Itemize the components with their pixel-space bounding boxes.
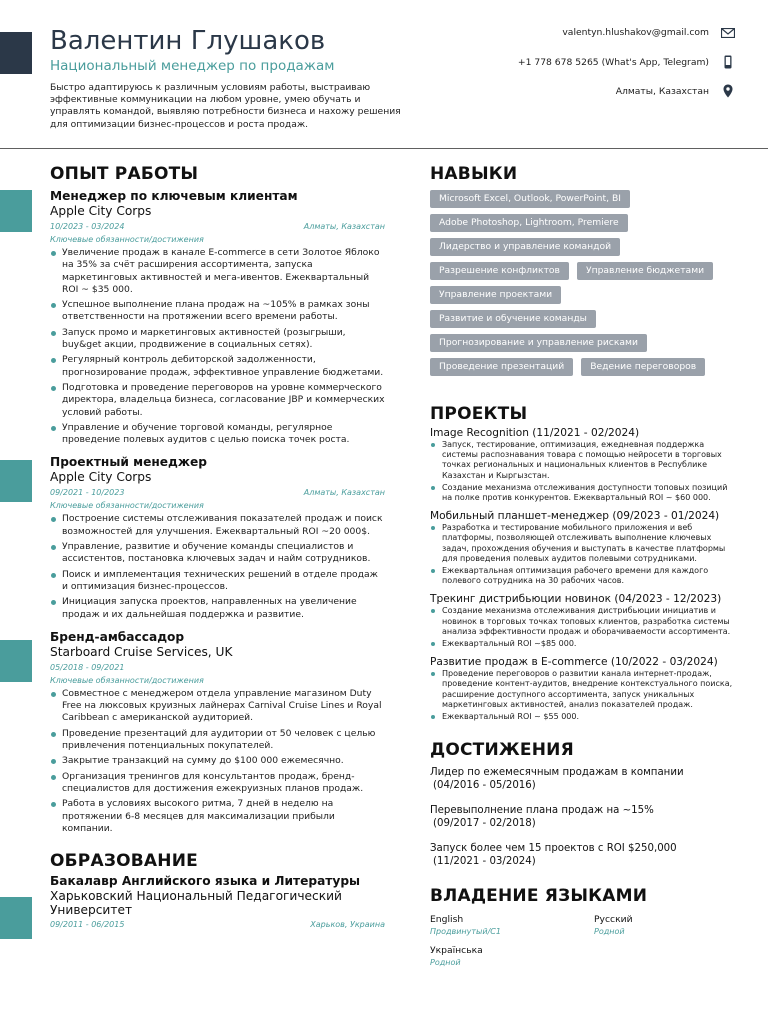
- language-name: English: [430, 914, 464, 926]
- header-accent-block: [0, 32, 32, 74]
- contact-location-text: Алматы, Казахстан: [615, 85, 709, 97]
- achievement-item: [430, 766, 740, 792]
- education-entry: [50, 873, 385, 930]
- achievement-text: Запуск более чем 15 проектов с ROI $250,000: [430, 843, 677, 855]
- contact-phone-text[interactable]: +1 778 678 5265 (What's App, Telegram): [517, 56, 709, 68]
- resume-title: Национальный менеджер по продажам: [50, 58, 335, 74]
- job-bullets: [50, 688, 385, 835]
- project-title: Image Recognition (11/2021 - 02/2024): [430, 427, 640, 439]
- section-title-languages: ВЛАДЕНИЕ ЯЗЫКАМИ: [430, 886, 648, 907]
- job-meta: [50, 662, 385, 673]
- skill-tag: Развитие и обучение команды: [430, 310, 596, 328]
- list-item: Создание механизма отслеживания доступности топовых позиций на полке против конкурентов. Ежеквартальный ROI ~ $60 000.: [430, 483, 740, 503]
- skills-list: [430, 190, 730, 382]
- job-title: Менеджер по ключевым клиентам: [50, 189, 298, 203]
- job-accent-block: [0, 460, 32, 502]
- job-entry: [50, 454, 385, 620]
- languages-list: [430, 914, 740, 968]
- job-title: Проектный менеджер: [50, 455, 207, 470]
- language-level: Продвинутый/С1: [430, 927, 501, 937]
- education-university: Харьковский Национальный Педагогический Университет: [50, 889, 342, 918]
- project-bullets: [430, 523, 740, 586]
- project-bullets: [430, 606, 740, 649]
- achievement-date: (11/2021 - 03/2024): [433, 856, 536, 868]
- skill-tag: Управление проектами: [430, 286, 561, 304]
- job-company: Apple City Corps: [50, 470, 152, 485]
- list-item: Поиск и имплементация технических решений в отделе продаж и оптимизация бизнес-процессов.: [50, 569, 385, 594]
- list-item: Увеличение продаж в канале E-commerce в сети Золотое Яблоко на 35% за счёт расширения ассортимента, запуска маркетинговых активностей и мега-ивентов. Ежеквартальный ROI ~ $35 000.: [50, 247, 385, 296]
- language-level: Родной: [430, 958, 461, 968]
- education-degree: Бакалавр Английского языка и Литературы: [50, 874, 361, 889]
- achievement-item: [430, 804, 740, 830]
- project-title: Трекинг дистрибьюции новинок (04/2023 - 12/2023): [430, 593, 722, 606]
- skill-tag: Прогнозирование и управление рисками: [430, 334, 647, 352]
- project-entry: [430, 509, 740, 586]
- achievement-text: Лидер по ежемесячным продажам в компании: [430, 767, 684, 779]
- header-divider: [0, 148, 768, 149]
- section-title-education: ОБРАЗОВАНИЕ: [50, 851, 198, 872]
- skill-tag: Adobe Photoshop, Lightroom, Premiere: [430, 214, 628, 232]
- skill-tag: Microsoft Excel, Outlook, PowerPoint, BI: [430, 190, 630, 208]
- skill-tag: Лидерство и управление командой: [430, 238, 620, 256]
- list-item: Проведение переговоров о развитии канала интернет-продаж, проведение контент-аудитов, внедрение контекстуального поиска, расширение доступного ассортимента, запуск уникальных маркетинговых активностей, анализ показателей продаж.: [430, 669, 740, 710]
- skill-tag: Ведение переговоров: [581, 358, 705, 376]
- list-item: Управление, развитие и обучение команды специалистов и ассистентов, постановка ключевых задач и найм сотрудников.: [50, 541, 385, 566]
- job-bullets: [50, 247, 385, 446]
- job-entry: [50, 188, 385, 446]
- achievement-date: (04/2016 - 05/2016): [433, 780, 536, 792]
- job-entry: [50, 629, 385, 835]
- section-title-achievements: ДОСТИЖЕНИЯ: [430, 740, 574, 761]
- job-company: Apple City Corps: [50, 204, 152, 218]
- job-subtitle: Ключевые обязанности/достижения: [50, 501, 204, 511]
- job-subtitle: Ключевые обязанности/достижения: [50, 235, 204, 244]
- contact-location: [616, 84, 735, 98]
- job-company: Starboard Cruise Services, UK: [50, 644, 233, 659]
- job-subtitle: Ключевые обязанности/достижения: [50, 675, 204, 685]
- list-item: Запуск промо и маркетинговых активностей (розыгрыши, buy&get акции, продвижение в социальных сетях).: [50, 327, 385, 352]
- contact-phone[interactable]: [518, 55, 735, 69]
- list-item: Успешное выполнение плана продаж на ~105% в рамках зоны ответственности на протяжении всего времени работы.: [50, 299, 385, 324]
- section-title-projects: ПРОЕКТЫ: [430, 404, 528, 424]
- language-item: [594, 914, 734, 937]
- skill-tag: Разрешение конфликтов: [430, 262, 569, 280]
- list-item: Ежеквартальный ROI ~$85 000.: [430, 639, 740, 649]
- education-meta: [50, 919, 385, 930]
- job-meta: [50, 221, 385, 232]
- skill-tag: Управление бюджетами: [577, 262, 713, 280]
- project-entry: [430, 426, 740, 503]
- list-item: Управление и обучение торговой команды, регулярное проведение полевых аудитов с целью поиска точек роста.: [50, 422, 385, 447]
- phone-icon: [721, 55, 735, 69]
- list-item: Инициация запуска проектов, направленных на увеличение продаж и их дальнейшая поддержка и развитие.: [50, 596, 385, 621]
- achievement-text: Перевыполнение плана продаж на ~15%: [430, 805, 654, 817]
- list-item: Создание механизма отслеживания дистрибьюции инициатив и новинок в торговых точках топовых клиентов, разработка системы анализа эффективности продаж и оборачиваемости ассортимента.: [430, 606, 740, 637]
- job-bullets: [50, 513, 385, 620]
- achievement-item: [430, 842, 740, 868]
- job-accent-block: [0, 190, 32, 232]
- project-bullets: [430, 440, 740, 503]
- project-title: Мобильный планшет-менеджер (09/2023 - 01/2024): [430, 510, 720, 523]
- resume-summary: Быстро адаптируюсь к различным условиям работы, выстраиваю эффективные коммуникации на любом уровне, умею обучать и управлять командой, выявляю потребности бизнеса и нахожу решения для оптимизации бизнес-процессов и роста продаж.: [50, 82, 401, 130]
- education-accent-block: [0, 897, 32, 939]
- right-column: [430, 158, 740, 968]
- left-column: [50, 158, 385, 930]
- language-name: Русский: [594, 914, 633, 926]
- job-location: Алматы, Казахстан: [303, 488, 385, 498]
- job-dates: 05/2018 - 09/2021: [50, 662, 125, 672]
- language-name: Українська: [430, 945, 483, 957]
- list-item: Закрытие транзакций на сумму до $100 000 ежемесячно.: [50, 755, 385, 767]
- list-item: Ежеквартальный ROI ~ $55 000.: [430, 712, 740, 722]
- list-item: Построение системы отслеживания показателей продаж и поиск возможностей для улучшения. Ежеквартальный ROI ~20 000$.: [50, 513, 385, 538]
- project-entry: [430, 592, 740, 649]
- job-dates: 10/2023 - 03/2024: [50, 222, 125, 231]
- envelope-icon: [721, 28, 735, 38]
- language-level: Родной: [594, 927, 625, 937]
- section-title-skills: НАВЫКИ: [430, 164, 518, 184]
- list-item: Совместное с менеджером отдела управление магазином Duty Free на люксовых круизных лайнерах Carnival Cruise Lines и Royal Caribbean с американской аудиторией.: [50, 688, 385, 725]
- resume-name: Валентин Глушаков: [50, 26, 326, 56]
- list-item: Проведение презентаций для аудитории от 50 человек с целью привлечения потенциальных покупателей.: [50, 728, 385, 753]
- job-location: Алматы, Казахстан: [303, 222, 385, 231]
- language-item: [430, 945, 594, 968]
- education-location: Харьков, Украина: [310, 920, 385, 930]
- location-pin-icon: [721, 84, 735, 98]
- project-entry: [430, 655, 740, 722]
- contact-email-text[interactable]: valentyn.hlushakov@gmail.com: [562, 27, 709, 38]
- job-title: Бренд-амбассадор: [50, 629, 185, 644]
- education-dates: 09/2011 - 06/2015: [50, 920, 125, 930]
- list-item: Регулярный контроль дебиторской задолженности, прогнозирование продаж, эффективное управление бюджетами.: [50, 354, 385, 379]
- language-item: [430, 914, 594, 937]
- project-title: Развитие продаж в E-commerce (10/2022 - 03/2024): [430, 656, 718, 669]
- list-item: Подготовка и проведение переговоров на уровне коммерческого директора, владельца бизнеса, согласование JBP и коммерческих условий работы.: [50, 382, 385, 419]
- project-bullets: [430, 669, 740, 722]
- list-item: Разработка и тестирование мобильного приложения и веб платформы, позволяющей отслеживать выполнение ключевых задач, прохождения обучения и выступать в качестве платформы для проведения полевых аудитов полевыми сотрудниками.: [430, 523, 740, 564]
- job-dates: 09/2021 - 10/2023: [50, 488, 125, 498]
- skill-tag: Проведение презентаций: [430, 358, 573, 376]
- contact-email[interactable]: [562, 27, 735, 38]
- section-title-experience: ОПЫТ РАБОТЫ: [50, 164, 199, 184]
- achievement-date: (09/2017 - 02/2018): [433, 818, 536, 830]
- list-item: Запуск, тестирование, оптимизация, ежедневная поддержка системы распознавания товара с помощью нейросети в торговых точках региональных и национальных клиентов в Республике Казахстан и Кыргызстан.: [430, 440, 740, 481]
- job-accent-block: [0, 640, 32, 682]
- list-item: Работа в условиях высокого ритма, 7 дней в неделю на протяжении 6-8 месяцев для максимализации прибыли компании.: [50, 798, 385, 835]
- job-meta: [50, 487, 385, 498]
- list-item: Ежеквартальная оптимизация рабочего времени для каждого полевого сотрудника на 30 рабочих часов.: [430, 566, 740, 586]
- list-item: Организация тренингов для консультантов продаж, бренд-специалистов для достижения ежекруизных планов продаж.: [50, 771, 385, 796]
